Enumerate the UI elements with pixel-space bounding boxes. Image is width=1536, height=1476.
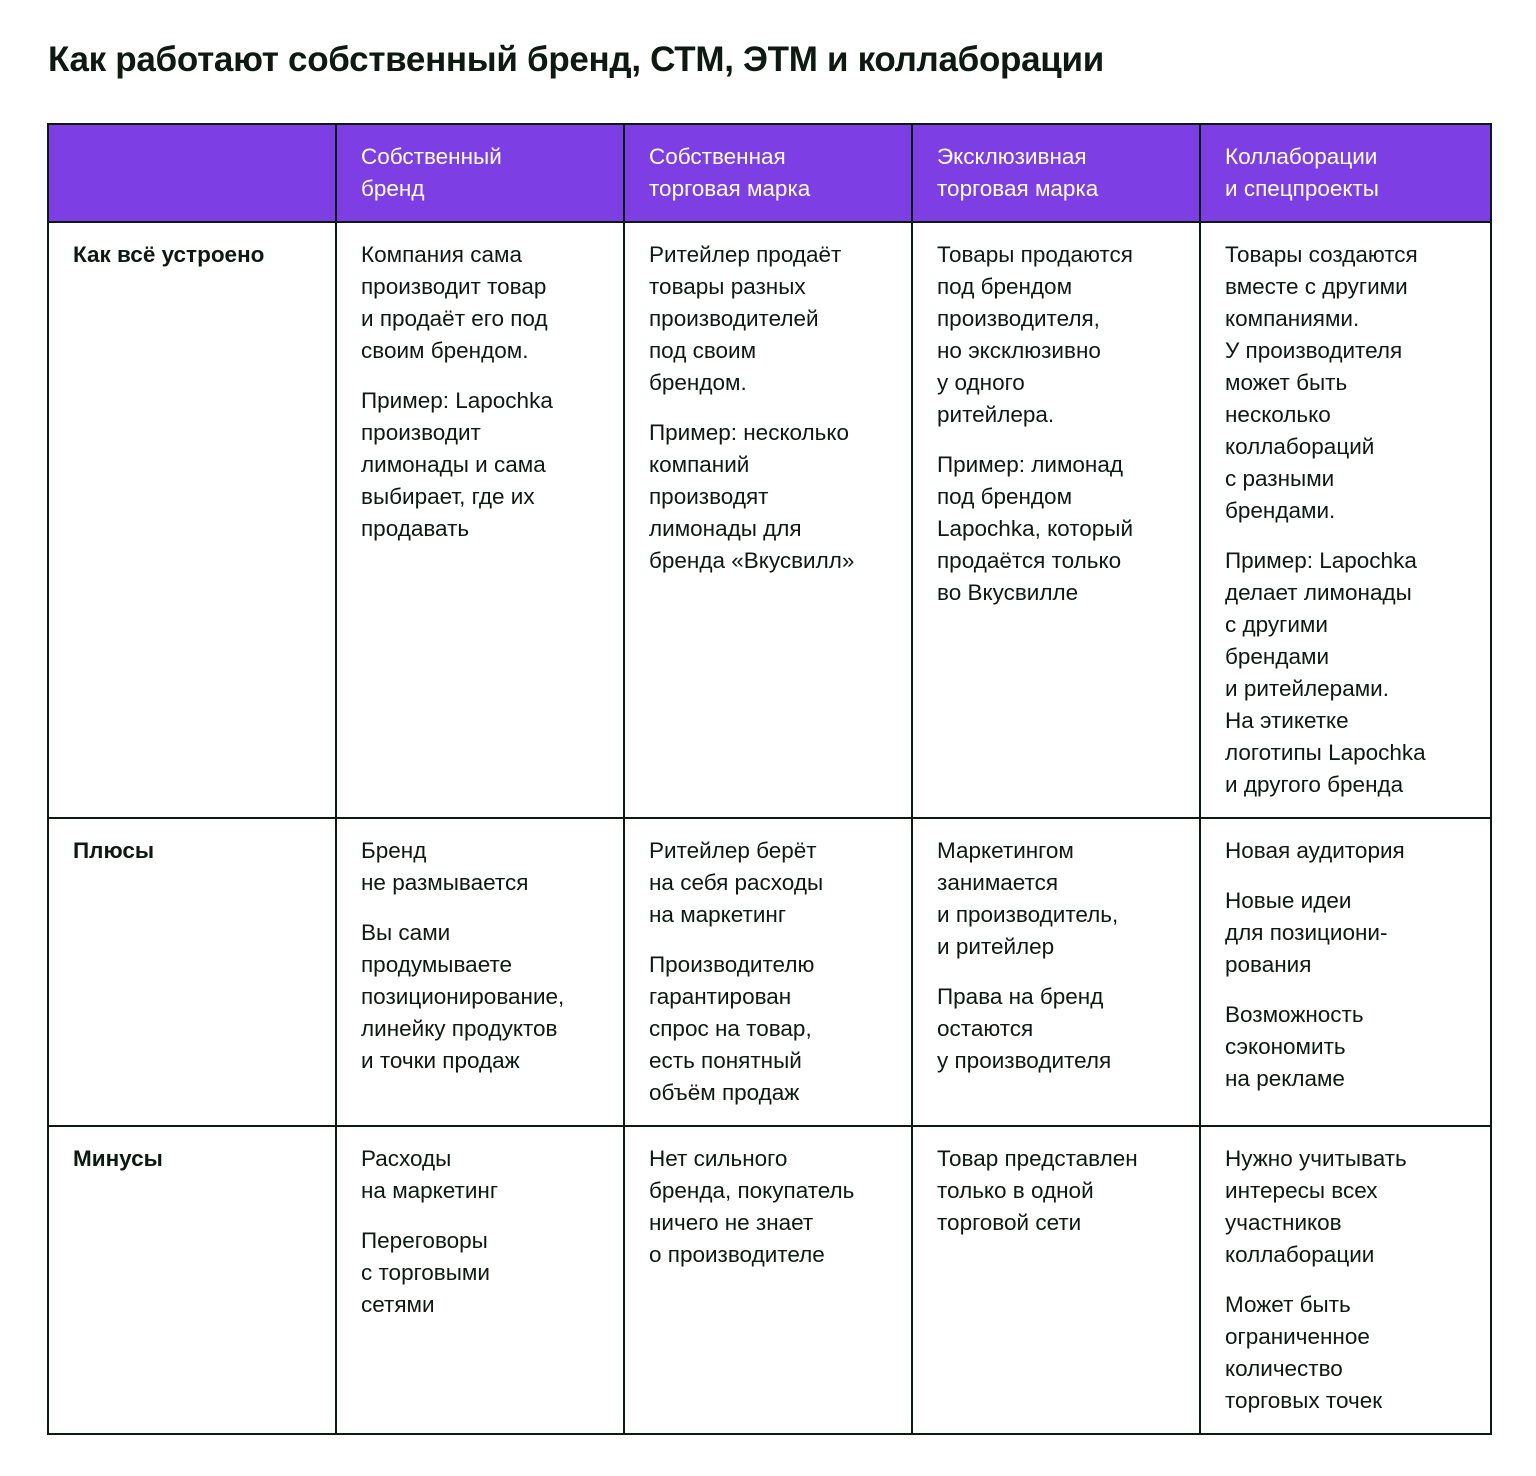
row-header	[48, 222, 336, 818]
column-header	[912, 124, 1200, 222]
cell-paragraph: Права на бренд остаются у производителя	[937, 984, 1112, 1073]
table-cell	[624, 818, 912, 1126]
table-cell	[912, 818, 1200, 1126]
cell-paragraph: Ритейлер берёт на себя расходы на маркетинг	[649, 838, 824, 927]
table-cell	[624, 222, 912, 818]
cell-paragraph: Нужно учитывать интересы всех участников коллаборации	[1225, 1146, 1407, 1267]
row-header-label: Как всё устроено	[73, 242, 265, 267]
cell-paragraph: Может быть ограниченное количество торговых точек	[1225, 1292, 1383, 1413]
cell-paragraph: Новые идеи для позициони- рования	[1225, 888, 1388, 977]
cell-paragraph: Производителю гарантирован спрос на товар, есть понятный объём продаж	[649, 952, 815, 1105]
table-cell	[336, 222, 624, 818]
comparison-table	[47, 123, 1492, 1435]
cell-paragraph: Новая аудитория	[1225, 838, 1405, 863]
cell-paragraph: Пример: Lapochka делает лимонады с другими брендами и ритейлерами. На этикетке логотипы Lapochka и другого бренда	[1225, 548, 1426, 797]
cell-paragraph: Товары создаются вместе с другими компаниями. У производителя может быть несколько коллабораций с разными брендами.	[1225, 242, 1418, 523]
cell-paragraph: Товар представлен только в одной торговой сети	[937, 1146, 1138, 1235]
column-header	[1200, 124, 1491, 222]
table-cell	[624, 1126, 912, 1434]
table-cell	[912, 222, 1200, 818]
cell-paragraph: Нет сильного бренда, покупатель ничего не знает о производителе	[649, 1146, 855, 1267]
row-header	[48, 818, 336, 1126]
cell-paragraph: Ритейлер продаёт товары разных производителей под своим брендом.	[649, 242, 842, 395]
cell-paragraph: Товары продаются под брендом производителя, но эксклюзивно у одного ритейлера.	[937, 242, 1133, 427]
table-cell	[1200, 222, 1491, 818]
cell-paragraph: Возможность сэкономить на рекламе	[1225, 1002, 1364, 1091]
table-row	[48, 1126, 1491, 1434]
table-cell	[336, 818, 624, 1126]
table-cell	[1200, 1126, 1491, 1434]
cell-paragraph: Пример: несколько компаний производят лимонады для бренда «Вкусвилл»	[649, 420, 855, 573]
table-row	[48, 222, 1491, 818]
row-header-label: Плюсы	[73, 838, 155, 863]
row-header	[48, 1126, 336, 1434]
cell-paragraph: Компания сама производит товар и продаёт его под своим брендом.	[361, 242, 548, 363]
cell-paragraph: Расходы на маркетинг	[361, 1146, 499, 1203]
column-header-label: Собственная торговая марка	[649, 144, 811, 201]
column-header-label: Коллаборации и спецпроекты	[1225, 144, 1379, 201]
cell-paragraph: Пример: лимонад под брендом Lapochka, который продаётся только во Вкусвилле	[937, 452, 1134, 605]
cell-paragraph: Бренд не размывается	[361, 838, 529, 895]
column-header-label: Эксклюзивная торговая марка	[937, 144, 1099, 201]
column-header-label: Собственный бренд	[361, 144, 502, 201]
table-row	[48, 818, 1491, 1126]
column-header	[336, 124, 624, 222]
table-cell	[912, 1126, 1200, 1434]
table-cell	[1200, 818, 1491, 1126]
table-cell	[336, 1126, 624, 1434]
cell-paragraph: Переговоры с торговыми сетями	[361, 1228, 490, 1317]
cell-paragraph: Вы сами продумываете позиционирование, линейку продуктов и точки продаж	[361, 920, 565, 1073]
row-header-label: Минусы	[73, 1146, 163, 1171]
table-header-row	[48, 124, 1491, 222]
column-header	[624, 124, 912, 222]
header-corner-cell	[48, 124, 336, 222]
cell-paragraph: Пример: Lapochka производит лимонады и сама выбирает, где их продавать	[361, 388, 553, 541]
page-title: Как работают собственный бренд, СТМ, ЭТМ и коллаборации	[48, 40, 1104, 79]
cell-paragraph: Маркетингом занимается и производитель, и ритейлер	[937, 838, 1119, 959]
